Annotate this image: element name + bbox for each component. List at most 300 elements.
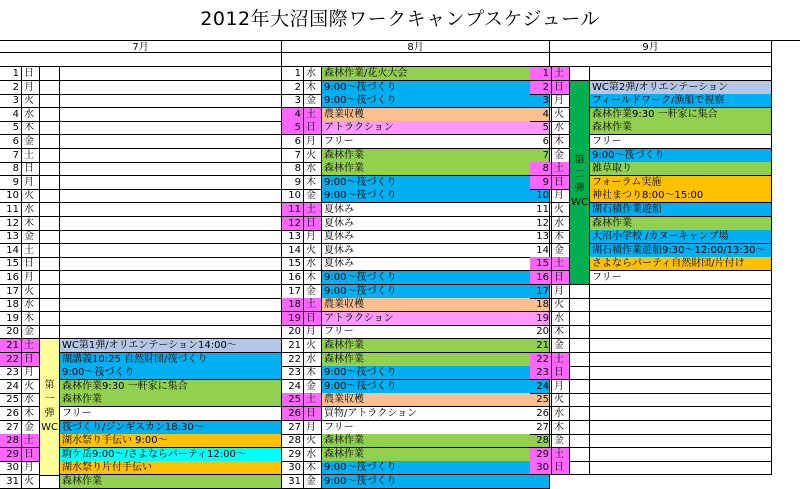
schedule-event[interactable]: 森林作業 <box>322 339 550 353</box>
wc-column-cell <box>40 312 60 326</box>
wc-column-cell <box>40 203 60 217</box>
day-number: 8 <box>282 162 304 176</box>
wc-column-cell <box>570 461 590 475</box>
day-number: 19 <box>282 312 304 326</box>
weekday: 火 <box>552 393 570 407</box>
schedule-event[interactable]: 湖石積作業遊船9:30～12:00/13:30～ <box>590 244 772 258</box>
schedule-event[interactable]: 9:00～筏づくり <box>322 475 550 489</box>
wc-column-cell <box>40 162 60 176</box>
weekday: 火 <box>22 189 40 203</box>
weekday: 土 <box>304 298 322 312</box>
day-number: 14 <box>282 244 304 258</box>
day-number: 14 <box>530 244 552 258</box>
day-number: 12 <box>282 217 304 231</box>
schedule-event[interactable]: 9:00～筏づくり <box>322 81 550 95</box>
day-number: 6 <box>530 135 552 149</box>
day-number: 23 <box>0 366 22 380</box>
day-number: 5 <box>282 121 304 135</box>
schedule-event[interactable]: 湖石積作業遊船 <box>590 203 772 217</box>
schedule-event[interactable]: 森林作業 <box>322 353 550 367</box>
weekday: 土 <box>552 257 570 271</box>
schedule-event[interactable] <box>60 189 282 203</box>
day-number: 16 <box>0 271 22 285</box>
day-number: 7 <box>530 149 552 163</box>
weekday: 日 <box>552 176 570 190</box>
weekday: 日 <box>22 162 40 176</box>
weekday: 金 <box>552 339 570 353</box>
weekday: 火 <box>304 149 322 163</box>
schedule-event[interactable] <box>60 149 282 163</box>
weekday: 土 <box>22 244 40 258</box>
day-number: 26 <box>530 407 552 421</box>
wc-column-cell <box>40 271 60 285</box>
weekday: 水 <box>22 203 40 217</box>
weekday: 水 <box>304 353 322 367</box>
schedule-event[interactable] <box>590 285 772 299</box>
weekday: 水 <box>304 67 322 81</box>
schedule-event[interactable] <box>60 325 282 339</box>
schedule-event[interactable] <box>590 448 772 462</box>
weekday: 火 <box>22 94 40 108</box>
weekday: 金 <box>552 244 570 258</box>
day-number: 23 <box>530 366 552 380</box>
day-number: 22 <box>0 353 22 367</box>
wc-column-cell <box>570 366 590 380</box>
weekday: 月 <box>22 271 40 285</box>
wc-column-cell <box>40 298 60 312</box>
day-number: 17 <box>282 285 304 299</box>
weekday: 日 <box>304 312 322 326</box>
schedule-event[interactable] <box>60 230 282 244</box>
schedule-event[interactable] <box>60 312 282 326</box>
day-number: 16 <box>530 271 552 285</box>
day-number: 16 <box>282 271 304 285</box>
day-number: 13 <box>530 230 552 244</box>
schedule-event[interactable]: 森林作業/花火大会 <box>322 67 550 81</box>
weekday: 水 <box>552 312 570 326</box>
schedule-event[interactable] <box>60 67 282 81</box>
schedule-event[interactable]: 森林作業 <box>60 475 282 489</box>
weekday: 土 <box>304 108 322 122</box>
schedule-event[interactable]: 森林作業 <box>60 393 282 407</box>
day-number: 6 <box>0 135 22 149</box>
day-number: 29 <box>0 448 22 462</box>
wc-label-char: 第 <box>574 155 585 167</box>
day-number: 30 <box>282 461 304 475</box>
weekday: 土 <box>304 393 322 407</box>
schedule-event[interactable] <box>60 217 282 231</box>
day-number: 5 <box>0 121 22 135</box>
weekday: 土 <box>552 353 570 367</box>
weekday: 日 <box>22 67 40 81</box>
schedule-event[interactable]: フリー <box>590 135 772 149</box>
day-number: 24 <box>530 380 552 394</box>
schedule-event[interactable] <box>590 339 772 353</box>
schedule-event[interactable]: フォーラム実施 <box>590 176 772 190</box>
schedule-event[interactable]: 筏づくり/ジンギスカン18:30～ <box>60 421 282 435</box>
schedule-event[interactable]: 雑草取り <box>590 162 772 176</box>
wc-column-cell <box>40 475 60 489</box>
day-number: 7 <box>0 149 22 163</box>
weekday: 月 <box>22 366 40 380</box>
schedule-event[interactable]: 森林作業 <box>322 448 550 462</box>
wc-column-cell <box>570 353 590 367</box>
wc-label-char: WC <box>41 421 58 433</box>
wc-column-cell <box>570 380 590 394</box>
schedule-event[interactable] <box>60 285 282 299</box>
schedule-event[interactable] <box>590 298 772 312</box>
schedule-event[interactable]: WC第1弾/オリエンテーション14:00～ <box>60 339 282 353</box>
weekday: 金 <box>552 434 570 448</box>
schedule-event[interactable] <box>60 176 282 190</box>
schedule-event[interactable] <box>60 271 282 285</box>
day-number: 20 <box>530 325 552 339</box>
wc-label-char: 二 <box>574 169 585 181</box>
day-number: 28 <box>282 434 304 448</box>
schedule-event[interactable] <box>60 94 282 108</box>
day-number: 30 <box>530 461 552 475</box>
month-spacer-row <box>0 53 282 67</box>
weekday: 水 <box>22 393 40 407</box>
month-header: 7月 <box>0 40 282 53</box>
month-header: 9月 <box>530 40 772 53</box>
schedule-event[interactable] <box>590 461 772 475</box>
schedule-event[interactable]: 森林作業9:30 一軒家に集合 <box>60 380 282 394</box>
schedule-event[interactable]: 夏休み <box>322 203 550 217</box>
wc-column-cell <box>570 421 590 435</box>
schedule-event[interactable]: 9:00～筏づくり <box>60 366 282 380</box>
day-number: 28 <box>530 434 552 448</box>
day-number: 10 <box>282 189 304 203</box>
wc-label-char: 一 <box>44 393 55 405</box>
wc-column-cell <box>40 108 60 122</box>
day-number: 31 <box>0 475 22 489</box>
wc-column-cell <box>40 81 60 95</box>
day-number: 29 <box>530 448 552 462</box>
schedule-event[interactable]: 9:00～筏づくり <box>322 461 550 475</box>
schedule-event[interactable]: アトラクション <box>322 121 550 135</box>
day-number: 14 <box>0 244 22 258</box>
weekday: 木 <box>22 312 40 326</box>
schedule-event[interactable]: フィールドワーク/漁船で視察 <box>590 94 772 108</box>
weekday: 水 <box>304 448 322 462</box>
weekday: 金 <box>304 380 322 394</box>
schedule-event[interactable]: 夏休み <box>322 217 550 231</box>
weekday: 木 <box>22 407 40 421</box>
weekday: 土 <box>22 339 40 353</box>
schedule-event[interactable] <box>60 162 282 176</box>
weekday: 金 <box>304 285 322 299</box>
day-number: 31 <box>282 475 304 489</box>
schedule-event[interactable]: 9:00～筏づくり <box>322 271 550 285</box>
day-number: 4 <box>0 108 22 122</box>
schedule-event[interactable]: 9:00～筏づくり <box>322 94 550 108</box>
schedule-event[interactable] <box>590 407 772 421</box>
weekday: 金 <box>22 325 40 339</box>
day-number: 3 <box>0 94 22 108</box>
weekday: 月 <box>22 461 40 475</box>
wc-column-cell <box>570 298 590 312</box>
schedule-event[interactable]: 農業収穫 <box>322 108 550 122</box>
weekday: 日 <box>552 81 570 95</box>
schedule-event[interactable] <box>590 393 772 407</box>
schedule-event[interactable]: 農業収穫 <box>322 298 550 312</box>
day-number: 2 <box>0 81 22 95</box>
schedule-event[interactable] <box>60 203 282 217</box>
day-number: 9 <box>282 176 304 190</box>
schedule-event[interactable]: 森林作業 <box>590 217 772 231</box>
schedule-event[interactable]: 9:00～筏づくり <box>322 285 550 299</box>
day-number: 25 <box>530 393 552 407</box>
schedule-event[interactable] <box>60 135 282 149</box>
schedule-event[interactable]: アトラクション <box>322 312 550 326</box>
schedule-event[interactable]: 9:00～筏づくり <box>322 380 550 394</box>
schedule-event[interactable]: 買物/アトラクション <box>322 407 550 421</box>
schedule-event[interactable] <box>60 121 282 135</box>
day-number: 26 <box>0 407 22 421</box>
weekday: 火 <box>22 475 40 489</box>
schedule-event[interactable] <box>590 67 772 81</box>
day-number: 5 <box>530 121 552 135</box>
wc-column-cell <box>40 135 60 149</box>
month-spacer-row <box>530 53 772 67</box>
day-number: 10 <box>530 189 552 203</box>
weekday: 月 <box>304 325 322 339</box>
schedule-event[interactable]: 夏休み <box>322 230 550 244</box>
day-number: 6 <box>282 135 304 149</box>
schedule-event[interactable]: 9:00～筏づくり <box>590 149 772 163</box>
weekday: 水 <box>552 121 570 135</box>
wc-column-cell <box>40 149 60 163</box>
schedule-event[interactable]: WC第2弾/オリエンテーション <box>590 81 772 95</box>
day-number: 12 <box>530 217 552 231</box>
day-number: 8 <box>0 162 22 176</box>
day-number: 10 <box>0 189 22 203</box>
weekday: 木 <box>22 217 40 231</box>
weekday: 金 <box>304 475 322 489</box>
schedule-event[interactable] <box>60 298 282 312</box>
weekday: 金 <box>552 149 570 163</box>
day-number: 12 <box>0 217 22 231</box>
weekday: 月 <box>304 230 322 244</box>
schedule-event[interactable] <box>590 325 772 339</box>
schedule-event[interactable]: フリー <box>590 271 772 285</box>
weekday: 日 <box>22 257 40 271</box>
weekday: 水 <box>22 108 40 122</box>
schedule-event[interactable]: 農業収穫 <box>322 393 550 407</box>
weekday: 木 <box>304 271 322 285</box>
day-number: 19 <box>0 312 22 326</box>
wc-column-cell <box>40 257 60 271</box>
weekday: 水 <box>552 217 570 231</box>
day-number: 4 <box>530 108 552 122</box>
schedule-event[interactable]: 森林作業 <box>322 149 550 163</box>
weekday: 日 <box>552 271 570 285</box>
weekday: 火 <box>304 244 322 258</box>
wc-column-cell <box>570 448 590 462</box>
schedule-event[interactable] <box>60 81 282 95</box>
schedule-event[interactable] <box>60 244 282 258</box>
weekday: 水 <box>552 407 570 421</box>
wc-column-cell <box>570 407 590 421</box>
day-number: 21 <box>282 339 304 353</box>
weekday: 土 <box>552 162 570 176</box>
weekday: 火 <box>22 285 40 299</box>
schedule-event[interactable]: 大沼小学校 /カヌーキャンプ場 <box>590 230 772 244</box>
schedule-event[interactable]: フリー <box>60 407 282 421</box>
schedule-event[interactable] <box>590 366 772 380</box>
wc-column-cell <box>570 312 590 326</box>
schedule-event[interactable]: フリー <box>322 421 550 435</box>
weekday: 金 <box>304 189 322 203</box>
schedule-event[interactable] <box>590 434 772 448</box>
schedule-event[interactable]: 9:00～筏づくり <box>322 189 550 203</box>
weekday: 月 <box>304 135 322 149</box>
wc-column-cell <box>570 67 590 81</box>
day-number: 27 <box>0 421 22 435</box>
schedule-event[interactable]: 湖水祭り片付手伝い <box>60 461 282 475</box>
day-number: 3 <box>530 94 552 108</box>
schedule-event[interactable]: 森林作業 <box>590 121 772 135</box>
day-number: 27 <box>282 421 304 435</box>
day-number: 24 <box>282 380 304 394</box>
month-spacer-row <box>282 53 550 67</box>
weekday: 火 <box>552 298 570 312</box>
weekday: 火 <box>22 380 40 394</box>
schedule-event[interactable]: 駒ケ岳9:00～/さよならパーティ12:00～ <box>60 448 282 462</box>
month-header: 8月 <box>282 40 550 53</box>
day-number: 4 <box>282 108 304 122</box>
weekday: 月 <box>552 380 570 394</box>
day-number: 1 <box>530 67 552 81</box>
weekday: 水 <box>22 298 40 312</box>
day-number: 24 <box>0 380 22 394</box>
wc-label-char: 弾 <box>574 183 585 195</box>
schedule-event[interactable]: 湖水祭り手伝い 9:00～ <box>60 434 282 448</box>
schedule-event[interactable]: 森林作業 <box>322 434 550 448</box>
schedule-event[interactable]: 9:00～筏づくり <box>322 366 550 380</box>
weekday: 水 <box>304 162 322 176</box>
wc-label-char: 第 <box>44 379 55 391</box>
day-number: 27 <box>530 421 552 435</box>
wc-column-cell <box>570 325 590 339</box>
day-number: 7 <box>282 149 304 163</box>
wc-column-cell <box>570 285 590 299</box>
weekday: 火 <box>304 339 322 353</box>
day-number: 11 <box>282 203 304 217</box>
day-number: 13 <box>0 230 22 244</box>
day-number: 25 <box>0 393 22 407</box>
weekday: 月 <box>22 81 40 95</box>
weekday: 木 <box>552 230 570 244</box>
page-title: 2012年大沼国際ワークキャンプスケジュール <box>200 8 600 30</box>
schedule-event[interactable] <box>60 257 282 271</box>
day-number: 28 <box>0 434 22 448</box>
weekday: 木 <box>304 366 322 380</box>
schedule-event[interactable] <box>590 353 772 367</box>
schedule-event[interactable]: 神社まつり8:00～15:00 <box>590 189 772 203</box>
schedule-event[interactable] <box>590 380 772 394</box>
schedule-event[interactable]: さよならパーティ自然財団/片付け <box>590 257 772 271</box>
day-number: 23 <box>282 366 304 380</box>
schedule-event[interactable]: 森林作業 <box>322 162 550 176</box>
schedule-event[interactable]: フリー <box>322 135 550 149</box>
day-number: 20 <box>0 325 22 339</box>
day-number: 9 <box>0 176 22 190</box>
wc-column-cell <box>40 217 60 231</box>
day-number: 11 <box>0 203 22 217</box>
weekday: 木 <box>552 325 570 339</box>
schedule-event[interactable]: フリー <box>322 325 550 339</box>
day-number: 2 <box>530 81 552 95</box>
day-number: 17 <box>530 285 552 299</box>
weekday: 土 <box>552 448 570 462</box>
schedule-event[interactable] <box>590 421 772 435</box>
day-number: 26 <box>282 407 304 421</box>
day-number: 25 <box>282 393 304 407</box>
weekday: 火 <box>552 203 570 217</box>
weekday: 土 <box>22 434 40 448</box>
day-number: 30 <box>0 461 22 475</box>
work-camp-phase-label <box>570 81 590 286</box>
schedule-event[interactable]: 夏休み <box>322 257 550 271</box>
day-number: 29 <box>282 448 304 462</box>
weekday: 水 <box>304 257 322 271</box>
weekday: 金 <box>22 230 40 244</box>
weekday: 木 <box>22 121 40 135</box>
day-number: 8 <box>530 162 552 176</box>
schedule-event[interactable]: 森林作業9:30 一軒家に集合 <box>590 108 772 122</box>
day-number: 18 <box>282 298 304 312</box>
wc-column-cell <box>40 189 60 203</box>
schedule-event[interactable]: 湖講義10:25 自然財団/筏づくり <box>60 353 282 367</box>
wc-column-cell <box>40 285 60 299</box>
schedule-event[interactable] <box>60 108 282 122</box>
weekday: 木 <box>304 176 322 190</box>
wc-label-char: 弾 <box>44 407 55 419</box>
day-number: 1 <box>282 67 304 81</box>
weekday: 火 <box>552 108 570 122</box>
wc-column-cell <box>40 121 60 135</box>
wc-label-char: WC <box>571 197 588 209</box>
day-number: 2 <box>282 81 304 95</box>
weekday: 日 <box>304 407 322 421</box>
day-number: 17 <box>0 285 22 299</box>
work-camp-phase-label <box>40 339 60 476</box>
day-number: 11 <box>530 203 552 217</box>
weekday: 日 <box>552 461 570 475</box>
wc-column-cell <box>40 230 60 244</box>
day-number: 1 <box>0 67 22 81</box>
wc-column-cell <box>40 325 60 339</box>
day-number: 22 <box>282 353 304 367</box>
day-number: 22 <box>530 353 552 367</box>
day-number: 15 <box>530 257 552 271</box>
weekday: 月 <box>552 94 570 108</box>
day-number: 20 <box>282 325 304 339</box>
day-number: 21 <box>0 339 22 353</box>
day-number: 15 <box>0 257 22 271</box>
schedule-event[interactable] <box>590 312 772 326</box>
weekday: 金 <box>304 94 322 108</box>
schedule-event[interactable]: 夏休み <box>322 244 550 258</box>
day-number: 21 <box>530 339 552 353</box>
weekday: 土 <box>22 149 40 163</box>
weekday: 土 <box>552 67 570 81</box>
day-number: 18 <box>530 298 552 312</box>
schedule-event[interactable]: 9:00～筏づくり <box>322 176 550 190</box>
weekday: 木 <box>552 135 570 149</box>
